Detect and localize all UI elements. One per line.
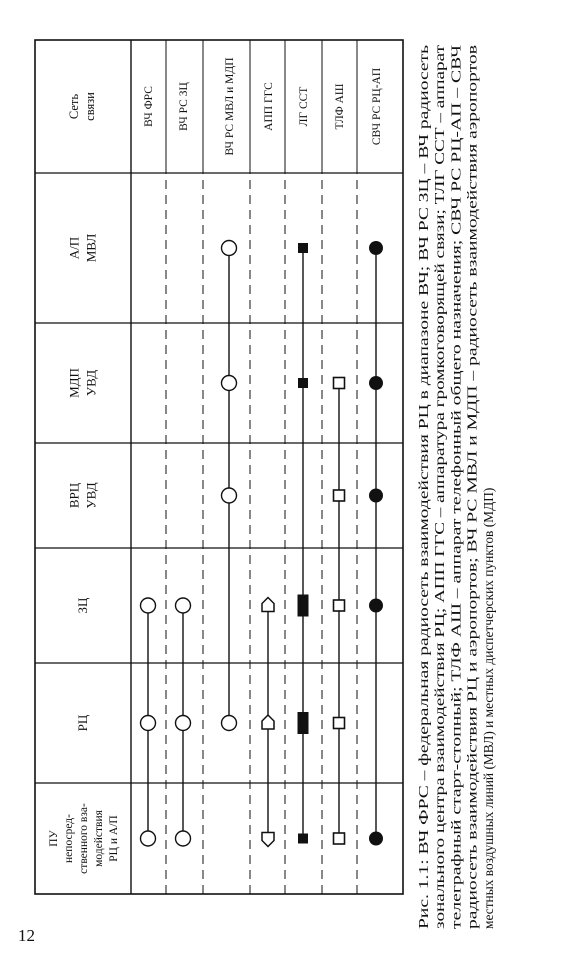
network-label: ВЧ ФРС bbox=[143, 86, 155, 127]
post-label: ВРЦ bbox=[66, 482, 82, 509]
post-label: МВЛ bbox=[83, 233, 99, 263]
header-label: связи bbox=[83, 92, 97, 121]
post-label: модействия bbox=[93, 810, 105, 867]
caption-line: зонального центра взаимодействия РЦ; АПП ГГС – аппаратура громкоговорящей связи; ТЛГ ССТ – аппарат bbox=[432, 311, 448, 929]
post-label: РЦ и А/П bbox=[108, 815, 120, 862]
post-label: ПУ bbox=[48, 830, 60, 847]
caption-line: Рис. 1.1: ВЧ ФРС – федеральная радиосеть взаимодействия РЦ в диапазоне ВЧ; ВЧ РС ЗЦ – ВЧ радиосеть bbox=[416, 323, 431, 929]
network-label: АПП ГГС bbox=[263, 82, 275, 131]
header-label: Сеть bbox=[67, 93, 81, 120]
post-label: ственного вза- bbox=[78, 803, 90, 874]
network-label: ВЧ РС МВЛ и МДП bbox=[224, 57, 236, 156]
network-label: СВЧ РС РЦ-АП bbox=[371, 67, 383, 146]
network-label: ТЛФ АШ bbox=[334, 83, 346, 130]
network-label: ЛГ ССТ bbox=[298, 86, 310, 127]
post-label: А/П bbox=[66, 236, 82, 260]
caption-line: радиосеть взаимодействия РЦ и аэропортов; ВЧ РС МВЛ и МДП – радиосеть взаимодействия аэропортов bbox=[464, 324, 480, 929]
post-label: УВД bbox=[83, 482, 99, 509]
caption-line: местных воздушных линий (МВЛ) и местных диспетчерских пунктов (МДП) bbox=[480, 487, 496, 929]
post-label: ЗЦ bbox=[75, 597, 90, 614]
post-label: непосред- bbox=[63, 814, 75, 863]
page-number: 12 bbox=[18, 926, 35, 945]
post-label: МДП bbox=[66, 368, 82, 398]
post-label: УВД bbox=[83, 369, 99, 397]
network-label: ВЧ РС ЗЦ bbox=[178, 82, 190, 131]
caption-line: телеграфный старт-стопный; ТЛФ АШ – аппарат телефонный общего назначения; СВЧ РС РЦ-АП – СВЧ bbox=[448, 326, 464, 929]
post-label: РЦ bbox=[75, 714, 90, 732]
